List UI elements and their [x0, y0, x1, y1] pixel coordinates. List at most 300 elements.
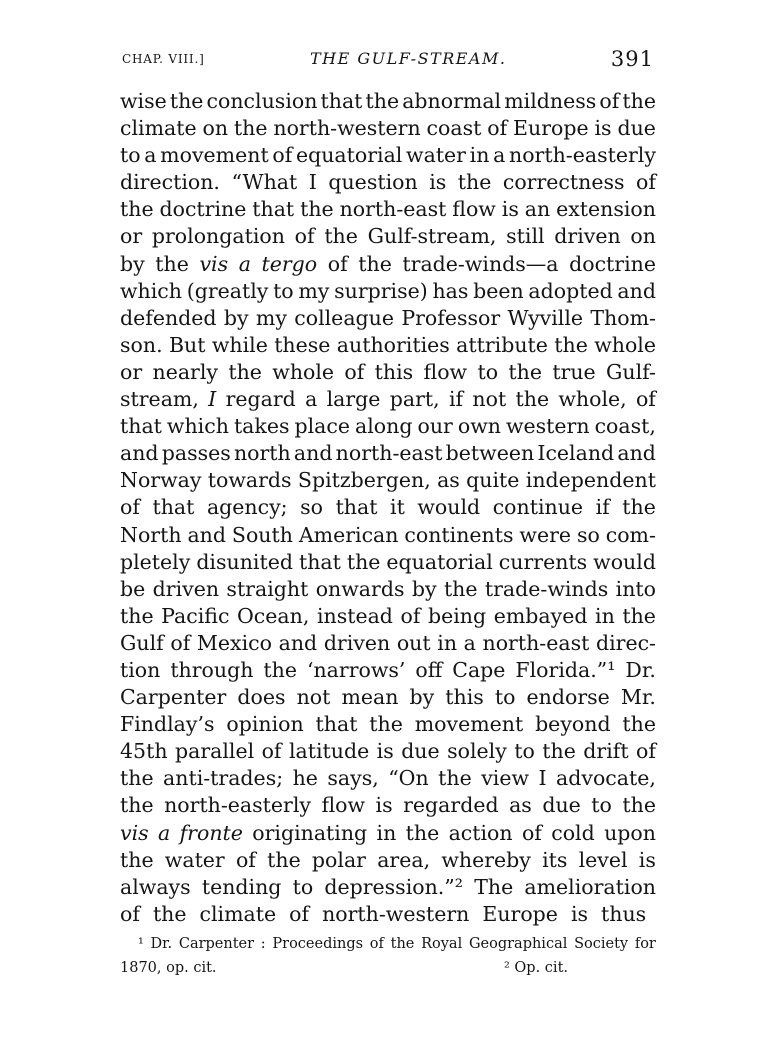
body-text	[120, 88, 656, 928]
word: of	[521, 820, 542, 845]
word: attribute	[456, 332, 548, 357]
word: out	[396, 630, 431, 655]
word: quite	[466, 468, 520, 493]
word: through	[170, 657, 254, 682]
word: my	[298, 278, 330, 303]
word: a	[493, 143, 506, 168]
word: or	[120, 224, 143, 249]
word: authorities	[336, 332, 450, 357]
text-line	[120, 711, 656, 738]
word: would	[593, 549, 656, 574]
running-header	[120, 40, 656, 74]
word: the	[622, 89, 656, 113]
word: of	[235, 847, 256, 872]
text-line	[120, 332, 656, 359]
word: to	[591, 793, 612, 818]
word: is	[376, 739, 394, 764]
word: mean	[341, 685, 399, 710]
word: so	[300, 495, 324, 520]
word: son.	[120, 332, 163, 357]
word: being	[428, 603, 487, 628]
footnote-1	[120, 932, 656, 956]
word: area,	[377, 847, 431, 872]
word: along	[355, 414, 413, 439]
word: would	[417, 495, 481, 520]
word: says,	[327, 766, 379, 791]
word: the	[346, 549, 381, 574]
word: takes	[233, 414, 290, 439]
word: driven	[554, 224, 621, 249]
word: solely	[447, 739, 507, 764]
word: Cape	[452, 657, 506, 682]
word: a	[158, 820, 171, 845]
text-line	[120, 549, 656, 576]
word: Geographical	[468, 936, 568, 952]
word: in	[595, 603, 615, 628]
word: by	[411, 576, 437, 601]
text-line	[120, 847, 656, 874]
word: Dr.	[150, 936, 173, 952]
word: extension	[556, 197, 656, 222]
text-line	[120, 603, 656, 630]
word: view	[481, 766, 530, 791]
word: tergo	[261, 251, 318, 276]
word: and	[617, 441, 656, 466]
word: colleague	[294, 305, 394, 330]
word: does	[237, 685, 286, 710]
word: of	[289, 901, 310, 926]
word: Norway	[120, 468, 202, 493]
word: place	[294, 414, 351, 439]
word: the	[263, 657, 297, 682]
word: a	[238, 251, 251, 276]
word: between	[445, 441, 535, 466]
word: that	[315, 712, 358, 737]
word: due	[617, 116, 656, 141]
word: flow	[452, 197, 496, 222]
footnote-1-continuation: 1870, op. cit.	[120, 960, 217, 976]
word: he	[292, 766, 318, 791]
word: ‘narrows’	[306, 657, 406, 682]
word: regarded	[403, 793, 499, 818]
text-line	[120, 576, 656, 603]
word: cold	[551, 820, 595, 845]
word: to	[477, 359, 499, 384]
word: (greatly	[186, 278, 269, 303]
word: vis	[120, 820, 149, 845]
word: of	[272, 143, 293, 168]
word: the	[542, 739, 576, 764]
footnote-2: ² Op. cit.	[504, 960, 569, 976]
footnote-row	[120, 956, 656, 980]
word: surprise)	[334, 278, 428, 303]
word: western	[505, 414, 590, 439]
word: the	[622, 603, 656, 628]
word: this	[445, 685, 484, 710]
word: movement	[160, 143, 269, 168]
text-line	[120, 522, 656, 549]
word: “On	[388, 766, 429, 791]
word: opinion	[226, 712, 304, 737]
word: The	[474, 874, 514, 899]
word: due	[401, 739, 440, 764]
word: equatorial	[386, 549, 493, 574]
word: still	[506, 224, 545, 249]
word: “What	[231, 170, 298, 195]
word: thus	[601, 901, 647, 926]
word: of	[120, 901, 140, 926]
word: the	[369, 712, 403, 737]
text-line	[120, 413, 656, 440]
word: Royal	[421, 936, 463, 952]
text-line	[120, 223, 656, 250]
word: correctness	[502, 170, 625, 195]
word: the	[457, 170, 492, 195]
word: the	[169, 89, 204, 113]
word: continue	[492, 495, 584, 520]
text-line	[120, 169, 656, 196]
text-line	[120, 820, 656, 847]
word: if	[448, 387, 464, 412]
word: into	[615, 576, 656, 601]
text-line	[120, 684, 656, 711]
word: the	[508, 359, 542, 384]
word: the	[324, 224, 358, 249]
word: as	[509, 793, 532, 818]
word: Carpenter	[120, 685, 227, 710]
word: Professor	[401, 305, 501, 330]
word: advocate,	[556, 766, 656, 791]
text-line	[120, 88, 656, 115]
word: north-east	[339, 197, 447, 222]
word: a	[463, 630, 476, 655]
word: of	[636, 170, 656, 195]
word: Gulf-stream,	[367, 224, 497, 249]
word: South	[231, 522, 293, 547]
word: true	[552, 359, 596, 384]
word: the	[267, 847, 301, 872]
word: of	[369, 936, 384, 952]
word: drift	[583, 739, 629, 764]
word: onwards	[315, 576, 405, 601]
word: pletely	[120, 549, 191, 574]
word: due	[542, 793, 581, 818]
word: passes	[161, 441, 231, 466]
word: that	[120, 414, 162, 439]
text-line	[120, 901, 656, 928]
word: whole,	[558, 387, 627, 412]
word: stream,	[120, 387, 199, 412]
word: that	[152, 495, 195, 520]
word: is	[638, 847, 656, 872]
word: that	[335, 495, 378, 520]
word: towards	[207, 468, 292, 493]
word: currents	[498, 549, 588, 574]
word: be	[120, 576, 146, 601]
word: nearly	[152, 359, 218, 384]
word: large	[326, 387, 381, 412]
word: independent	[525, 468, 656, 493]
word: Europe	[482, 901, 558, 926]
word: doctrine	[159, 197, 247, 222]
word: the	[438, 766, 472, 791]
word: has	[432, 278, 469, 303]
word: our	[417, 414, 453, 439]
word: mildness	[504, 89, 597, 113]
word: endorse	[526, 685, 610, 710]
word: Iceland	[537, 441, 615, 466]
word: movement	[414, 712, 524, 737]
footnotes	[120, 932, 656, 980]
text-line	[120, 305, 656, 332]
word: not	[472, 387, 507, 412]
word: trade-winds—a	[402, 251, 559, 276]
word: so	[576, 522, 600, 547]
word: the	[233, 116, 268, 141]
text-line	[120, 196, 656, 223]
word: of	[261, 739, 282, 764]
word: continents	[404, 522, 514, 547]
word: doctrine	[569, 251, 656, 276]
word: :	[260, 936, 266, 952]
word: is	[501, 197, 519, 222]
word: com-	[605, 522, 656, 547]
word: Pacific	[161, 603, 230, 628]
word: the	[300, 197, 334, 222]
word: of	[294, 224, 315, 249]
word: I	[208, 387, 217, 412]
word: Florida.”¹	[515, 657, 616, 682]
word: the	[622, 793, 656, 818]
word: by	[223, 305, 249, 330]
word: always	[120, 874, 191, 899]
word: water	[406, 143, 466, 168]
word: the	[120, 197, 154, 222]
word: of	[327, 251, 348, 276]
word: of	[400, 603, 421, 628]
word: were	[519, 522, 572, 547]
word: level	[578, 847, 628, 872]
word: regard	[225, 387, 296, 412]
word: vis	[199, 251, 229, 276]
word: conclusion	[206, 89, 318, 113]
word: Findlay’s	[120, 712, 215, 737]
word: as	[437, 468, 460, 493]
chapter-label: CHAP. VIII.]	[122, 52, 205, 66]
word: to	[292, 874, 314, 899]
word: and	[278, 630, 318, 655]
word: prolongation	[151, 224, 285, 249]
text-line	[120, 386, 656, 413]
word: which	[120, 278, 182, 303]
word: to	[514, 739, 535, 764]
word: this	[374, 359, 414, 384]
word: of	[636, 739, 656, 764]
word: direction.	[120, 170, 220, 195]
word: and	[293, 441, 333, 466]
word: driven	[152, 576, 220, 601]
word: on	[202, 116, 229, 141]
word: while	[211, 332, 268, 357]
word: is	[570, 901, 589, 926]
word: the	[405, 820, 440, 845]
word: these	[274, 332, 331, 357]
word: flow	[321, 793, 366, 818]
word: Europe	[513, 116, 589, 141]
word: parallel	[174, 739, 255, 764]
word: the	[365, 89, 400, 113]
text-line	[120, 765, 656, 792]
word: an	[524, 197, 551, 222]
word: anti-trades;	[163, 766, 284, 791]
word: it	[390, 495, 405, 520]
text-line	[120, 359, 656, 386]
text-line	[120, 657, 656, 684]
word: question	[328, 170, 418, 195]
word: straight	[226, 576, 309, 601]
word: of	[635, 387, 656, 412]
word: not	[296, 685, 331, 710]
word: whole	[272, 359, 335, 384]
word: a	[305, 387, 318, 412]
word: fronte	[179, 820, 243, 845]
word: the	[554, 332, 588, 357]
word: defended	[120, 305, 217, 330]
word: Carpenter	[178, 936, 255, 952]
word: by	[120, 251, 145, 276]
word: flow	[423, 359, 468, 384]
word: Society	[574, 936, 629, 952]
word: in	[469, 143, 490, 168]
word: whole	[594, 332, 656, 357]
word: or	[120, 359, 143, 384]
word: and	[187, 522, 226, 547]
word: that	[252, 197, 295, 222]
word: driven	[323, 630, 391, 655]
word: north-western	[273, 116, 421, 141]
word: Mexico	[196, 630, 272, 655]
page-number: 391	[610, 47, 654, 71]
word: I	[308, 170, 317, 195]
word: and	[617, 278, 656, 303]
word: whereby	[441, 847, 531, 872]
word: to	[273, 278, 294, 303]
word: climate	[120, 116, 197, 141]
word: my	[255, 305, 287, 330]
word: the	[622, 495, 656, 520]
text-line	[120, 278, 656, 305]
word: that	[320, 89, 363, 113]
word: amelioration	[524, 874, 656, 899]
word: in	[376, 820, 397, 845]
word: north-easterly	[509, 143, 656, 168]
text-line	[120, 792, 656, 819]
word: north-easterly	[164, 793, 311, 818]
word: of	[344, 359, 365, 384]
word: in	[437, 630, 458, 655]
word: to	[120, 143, 141, 168]
word: north-east	[482, 630, 590, 655]
word: Wyville	[507, 305, 584, 330]
word: north	[233, 441, 291, 466]
word: off	[415, 657, 443, 682]
word: trade-winds	[484, 576, 609, 601]
word: tending	[201, 874, 282, 899]
word: wise	[120, 89, 167, 113]
word: polar	[311, 847, 366, 872]
word: is	[594, 116, 612, 141]
running-title: THE GULF-STREAM.	[310, 49, 507, 68]
word: its	[542, 847, 568, 872]
word: Spitzbergen,	[297, 468, 431, 493]
text-line	[120, 251, 656, 278]
text-line	[120, 494, 656, 521]
word: equatorial	[295, 143, 403, 168]
word: of	[487, 116, 508, 141]
word: and	[120, 441, 159, 466]
word: adopted	[528, 278, 613, 303]
word: the	[443, 576, 478, 601]
word: coast,	[594, 414, 656, 439]
word: for	[634, 936, 656, 952]
word: coast	[426, 116, 482, 141]
word: the	[120, 603, 154, 628]
word: latitude	[288, 739, 370, 764]
word: upon	[604, 820, 656, 845]
word: on	[630, 224, 656, 249]
word: I	[538, 766, 547, 791]
word: of	[170, 630, 191, 655]
word: Mr.	[620, 685, 656, 710]
word: agency;	[206, 495, 288, 520]
word: Dr.	[625, 657, 656, 682]
word: Proceedings	[272, 936, 364, 952]
text-line	[120, 440, 656, 467]
text-line	[120, 467, 656, 494]
word: Gulf-	[606, 359, 656, 384]
word: the	[390, 936, 415, 952]
word: the	[152, 901, 187, 926]
word: disunited	[196, 549, 293, 574]
text-line	[120, 142, 656, 169]
word: embayed	[493, 603, 588, 628]
word: the	[622, 712, 656, 737]
word: climate	[199, 901, 277, 926]
text-line	[120, 630, 656, 657]
word: which	[166, 414, 229, 439]
word: that	[298, 549, 341, 574]
word: beyond	[535, 712, 611, 737]
word: been	[473, 278, 524, 303]
word: But	[168, 332, 206, 357]
word: of	[599, 89, 620, 113]
word: action	[448, 820, 513, 845]
word: is	[375, 793, 393, 818]
word: by	[409, 685, 435, 710]
word: part,	[389, 387, 440, 412]
word: ¹	[138, 936, 144, 952]
word: a	[144, 143, 157, 168]
word: to	[494, 685, 516, 710]
word: Ocean,	[237, 603, 310, 628]
word: American	[298, 522, 399, 547]
word: the	[120, 847, 154, 872]
word: Thom-	[590, 305, 656, 330]
word: if	[595, 495, 610, 520]
text-line	[120, 874, 656, 901]
word: the	[228, 359, 262, 384]
word: the	[358, 251, 392, 276]
